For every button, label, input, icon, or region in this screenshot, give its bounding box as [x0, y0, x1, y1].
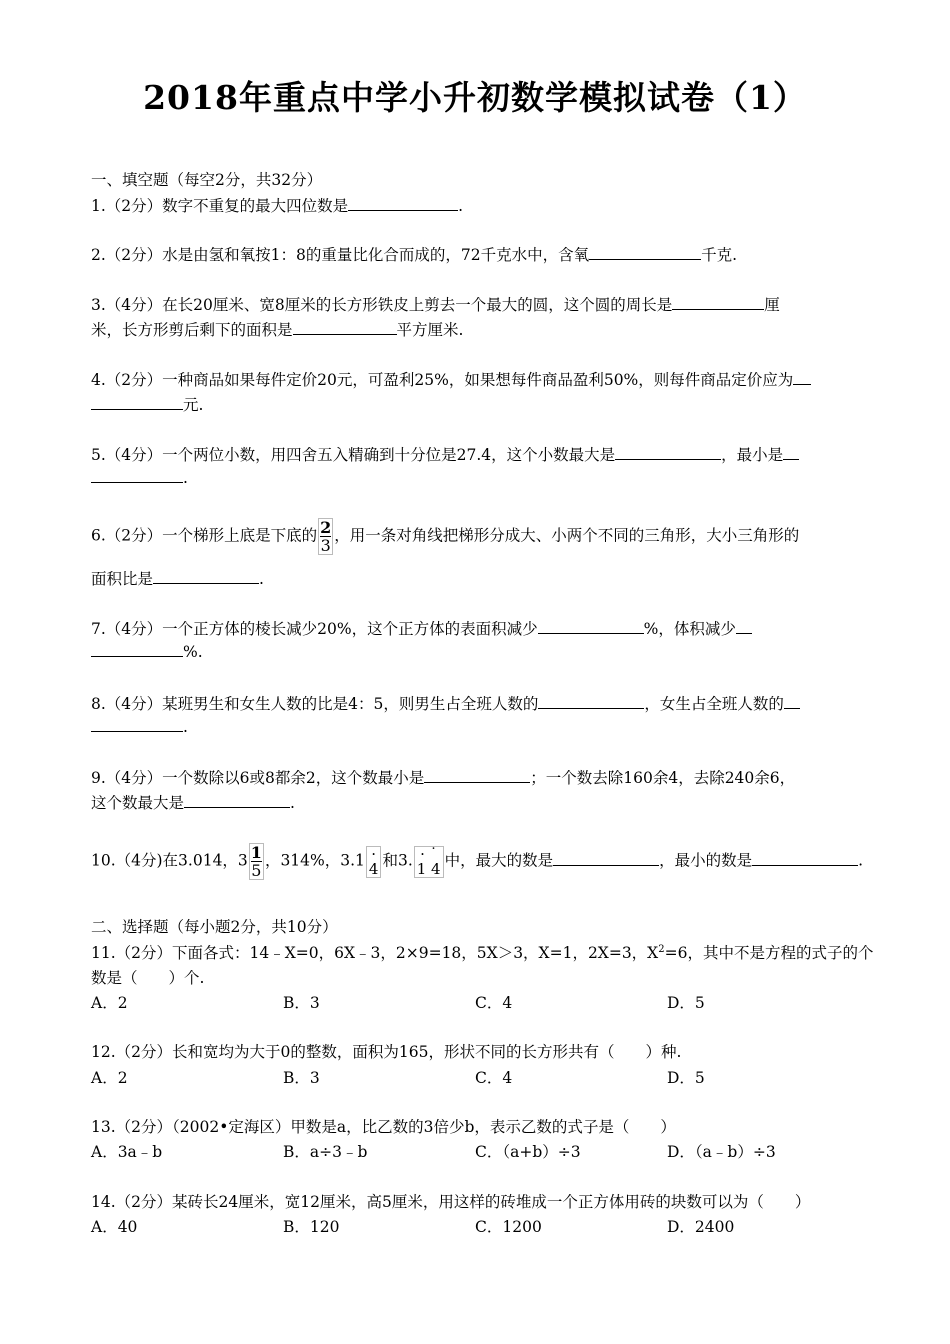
question-text-end: .	[458, 197, 464, 215]
answer-blank-min[interactable]	[424, 768, 530, 783]
question-text: 面积比是	[91, 570, 154, 588]
option-c[interactable]: C．4	[475, 1069, 513, 1087]
question-text-end: 千克.	[701, 246, 738, 264]
question-11	[91, 941, 873, 963]
question-11-continued: 数是（ ）个.	[91, 969, 205, 987]
page-title: 2018年重点中学小升初数学模拟试卷（1）	[143, 78, 807, 117]
answer-blank-max[interactable]	[184, 793, 290, 808]
option-b[interactable]: B．3	[283, 1069, 320, 1087]
question-text-end: .	[858, 851, 864, 870]
fraction-one-fifth	[249, 843, 264, 880]
answer-blank-girls[interactable]	[91, 717, 183, 732]
option-c[interactable]: C．（a+b）÷3	[475, 1143, 581, 1161]
fraction-numerator: 2	[320, 518, 332, 537]
question-text: 2.（2分）水是由氢和氧按1：8的重量比化合而成的，72千克水中，含氧	[91, 246, 590, 264]
question-text-end: 元.	[183, 396, 204, 414]
answer-blank[interactable]	[793, 370, 811, 385]
question-8	[91, 692, 800, 714]
fraction-numerator: 1	[250, 843, 262, 862]
repeating-decimal-digits	[414, 846, 444, 878]
fraction-denominator: 3	[320, 536, 331, 555]
question-text-end: 厘	[764, 296, 780, 314]
question-text-mid: %，体积减少	[643, 620, 736, 638]
question-text-end: .	[183, 469, 188, 487]
option-d[interactable]: D．5	[667, 994, 705, 1012]
question-text-mid: ；一个数去除160余4，去除240余6，	[530, 769, 796, 787]
exponent: 2	[658, 944, 665, 955]
answer-blank-max[interactable]	[615, 445, 721, 460]
question-2	[91, 243, 737, 265]
question-text-cont: 和3.	[382, 851, 413, 870]
question-text: 3.（4分）在长20厘米、宽8厘米的长方形铁皮上剪去一个最大的圆，这个圆的周长是	[91, 296, 673, 314]
repeat-dots: · ˙	[420, 844, 438, 863]
question-14: 14.（2分）某砖长24厘米，宽12厘米，高5厘米，用这样的砖堆成一个正方体用砖的块数可以为（ ）	[91, 1193, 811, 1211]
question-5	[91, 443, 799, 465]
answer-blank-largest[interactable]	[553, 851, 659, 866]
question-text-end: .	[183, 718, 188, 736]
repeat-digit: 4	[368, 859, 379, 878]
option-d[interactable]: D．5	[667, 1069, 705, 1087]
question-text: 7.（4分）一个正方体的棱长减少20%，这个正方体的表面积减少	[91, 620, 538, 638]
question-text-cont: 中，最大的数是	[444, 851, 554, 870]
answer-blank[interactable]	[783, 445, 799, 460]
question-text-mid: ，女生占全班人数的	[644, 695, 784, 713]
question-9	[91, 766, 795, 788]
answer-blank-boys[interactable]	[538, 694, 644, 709]
question-text-end: .	[290, 794, 295, 812]
answer-blank[interactable]	[784, 694, 800, 709]
option-d[interactable]: D．2400	[667, 1218, 735, 1236]
fraction-two-thirds	[318, 518, 333, 555]
question-text: 11.（2分）下面各式：14﹣X=0，6X﹣3，2×9=18，5X＞3，X=1，2X=3，X	[91, 944, 659, 962]
answer-blank[interactable]	[736, 619, 752, 634]
option-c[interactable]: C．4	[475, 994, 513, 1012]
option-b[interactable]: B．a÷3﹣b	[283, 1143, 368, 1161]
question-text: 这个数最大是	[91, 794, 185, 812]
question-1	[91, 194, 463, 216]
question-13: 13.（2分）（2002•定海区）甲数是a，比乙数的3倍少b，表示乙数的式子是（ ）	[91, 1118, 676, 1136]
option-b[interactable]: B．120	[283, 1218, 340, 1236]
answer-blank[interactable]	[348, 196, 458, 211]
answer-blank-smallest[interactable]	[752, 851, 858, 866]
question-text-end: %.	[183, 643, 203, 661]
question-text: 4.（2分）一种商品如果每件定价20元，可盈利25%，如果想每件商品盈利50%，则每件商品定价应为	[91, 371, 794, 389]
section-heading-fill-blank: 一、填空题（每空2分，共32分）	[91, 171, 323, 189]
answer-blank[interactable]	[153, 569, 259, 584]
question-text-end: .	[259, 570, 264, 588]
question-text: 1.（2分）数字不重复的最大四位数是	[91, 197, 349, 215]
question-text-cont: ，用一条对角线把梯形分成大、小两个不同的三角形，大小三角形的	[334, 526, 800, 545]
question-text-mid: ，最小的数是	[659, 851, 753, 870]
option-a[interactable]: A．40	[91, 1218, 138, 1236]
question-3-continued	[91, 318, 463, 340]
question-3	[91, 293, 780, 315]
answer-blank-surface[interactable]	[538, 619, 644, 634]
question-6	[91, 518, 799, 555]
question-5-continued	[91, 468, 188, 487]
option-a[interactable]: A．2	[91, 1069, 128, 1087]
question-7-continued	[91, 642, 203, 661]
fraction-denominator: 5	[251, 861, 262, 880]
question-text-end: 平方厘米.	[396, 321, 464, 339]
section-heading-multiple-choice: 二、选择题（每小题2分，共10分）	[91, 918, 338, 936]
question-4-continued	[91, 393, 203, 415]
option-b[interactable]: B．3	[283, 994, 320, 1012]
answer-blank[interactable]	[293, 320, 397, 335]
answer-blank-min[interactable]	[91, 468, 183, 483]
repeating-decimal-digit	[366, 846, 382, 878]
question-text: 9.（4分）一个数除以6或8都余2，这个数最小是	[91, 769, 425, 787]
question-9-continued	[91, 791, 295, 813]
question-6-continued	[91, 567, 264, 589]
question-text: 8.（4分）某班男生和女生人数的比是4：5，则男生占全班人数的	[91, 695, 539, 713]
question-text: 6.（2分）一个梯形上底是下底的	[91, 526, 318, 545]
question-10	[91, 843, 863, 880]
question-text-mid: ，最小是	[721, 446, 784, 464]
option-a[interactable]: A．2	[91, 994, 128, 1012]
question-text: 10.（4分)在3.014，3	[91, 851, 248, 870]
question-text-cont: ，314%，3.1	[264, 851, 365, 870]
option-a[interactable]: A．3a﹣b	[91, 1143, 163, 1161]
question-text: 米，长方形剪后剩下的面积是	[91, 321, 293, 339]
answer-blank-volume[interactable]	[91, 642, 183, 657]
option-c[interactable]: C．1200	[475, 1218, 542, 1236]
repeat-dot: ·	[371, 844, 377, 863]
question-4	[91, 368, 811, 390]
repeat-digits: 1 4	[416, 859, 441, 878]
question-12: 12.（2分）长和宽均为大于0的整数，面积为165，形状不同的长方形共有（ ）种.	[91, 1043, 682, 1061]
answer-blank[interactable]	[589, 245, 701, 260]
question-text: 5.（4分）一个两位小数，用四舍五入精确到十分位是27.4，这个小数最大是	[91, 446, 616, 464]
option-d[interactable]: D．（a﹣b）÷3	[667, 1143, 776, 1161]
question-text-cont: =6，其中不是方程的式子的个	[664, 944, 874, 962]
question-7	[91, 617, 752, 639]
question-8-continued	[91, 717, 188, 736]
answer-blank[interactable]	[91, 395, 183, 410]
answer-blank[interactable]	[672, 295, 764, 310]
